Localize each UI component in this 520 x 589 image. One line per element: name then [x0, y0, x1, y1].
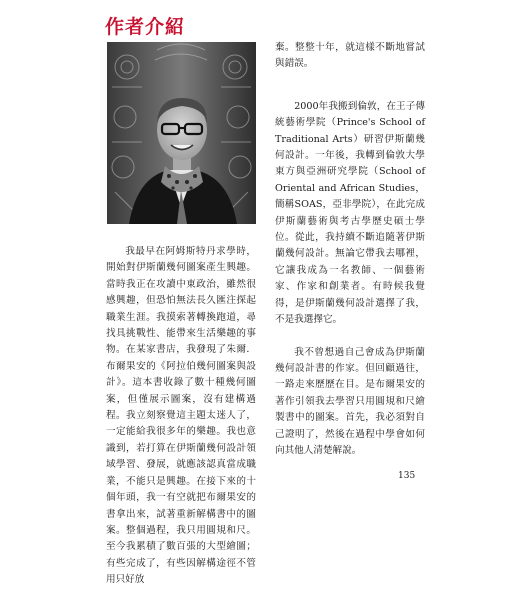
- author-portrait-photo: [107, 42, 256, 224]
- text-column-left: [106, 244, 256, 589]
- body-paragraph: 棄。整整十年，就這樣不斷地嘗試與錯誤。: [275, 42, 425, 70]
- body-paragraph: 我最早在阿姆斯特丹求學時，開始對伊斯蘭幾何圖案產生興趣。當時我正在攻讀中東政治，雖然很感興趣，但恐怕無法長久匯注探起職業生涯。我摸索著轉換跑道，尋找具挑戰性、能帶來生活樂趣的事物。在某家書店，我發現了朱爾．布爾果安的《阿拉伯幾何圖案與設計》。這本書收錄了數十種幾何圖案，但僅展示圖案，沒有建構過程。我立刻察覺這主題太迷人了，一定能給我很多年的樂趣。我也意識到，若打算在伊斯蘭幾何設計領域學習、發展，就應該認真當成職業，不能只是興趣。在接下來的十個年頭，我一有空就把布爾果安的書拿出來，試著重新解構書中的圖案。整個過程，我只用圓規和尺。至今我累積了數百張的大型繪圖；有些完成了，有些因解構途徑不管用只好放: [106, 246, 256, 586]
- page-number: 135: [398, 471, 416, 481]
- section-title: 作者介紹: [105, 16, 186, 38]
- body-paragraph: 2000年我搬到倫敦，在王子傳統藝術學院（Prince's School of Traditional Arts）研習伊斯蘭幾何設計。一年後，我轉到倫敦大學東方與亞洲研究學院（School of Oriental and African Studies，簡稱SOAS，亞非學院），在此完成伊斯蘭藝術與考古學歷史碩士學位。從此，我持續不斷追隨著伊斯蘭幾何設計。無論它帶我去哪裡，它讓我成為一名教師、一個藝術家、作家和創業者。有時候我覺得，是伊斯蘭幾何設計選擇了我，不是我選擇它。: [275, 100, 425, 326]
- body-paragraph: 我不曾想過自己會成為伊斯蘭幾何設計書的作家。但回顧過往，一路走來歷歷在目。是布爾果安的著作引領我去學習只用圓規和尺繪製書中的圖案。首先，我必須對自己證明了，然後在過程中學會如何向其他人清楚解說。: [275, 346, 425, 456]
- text-column-right: [275, 40, 425, 459]
